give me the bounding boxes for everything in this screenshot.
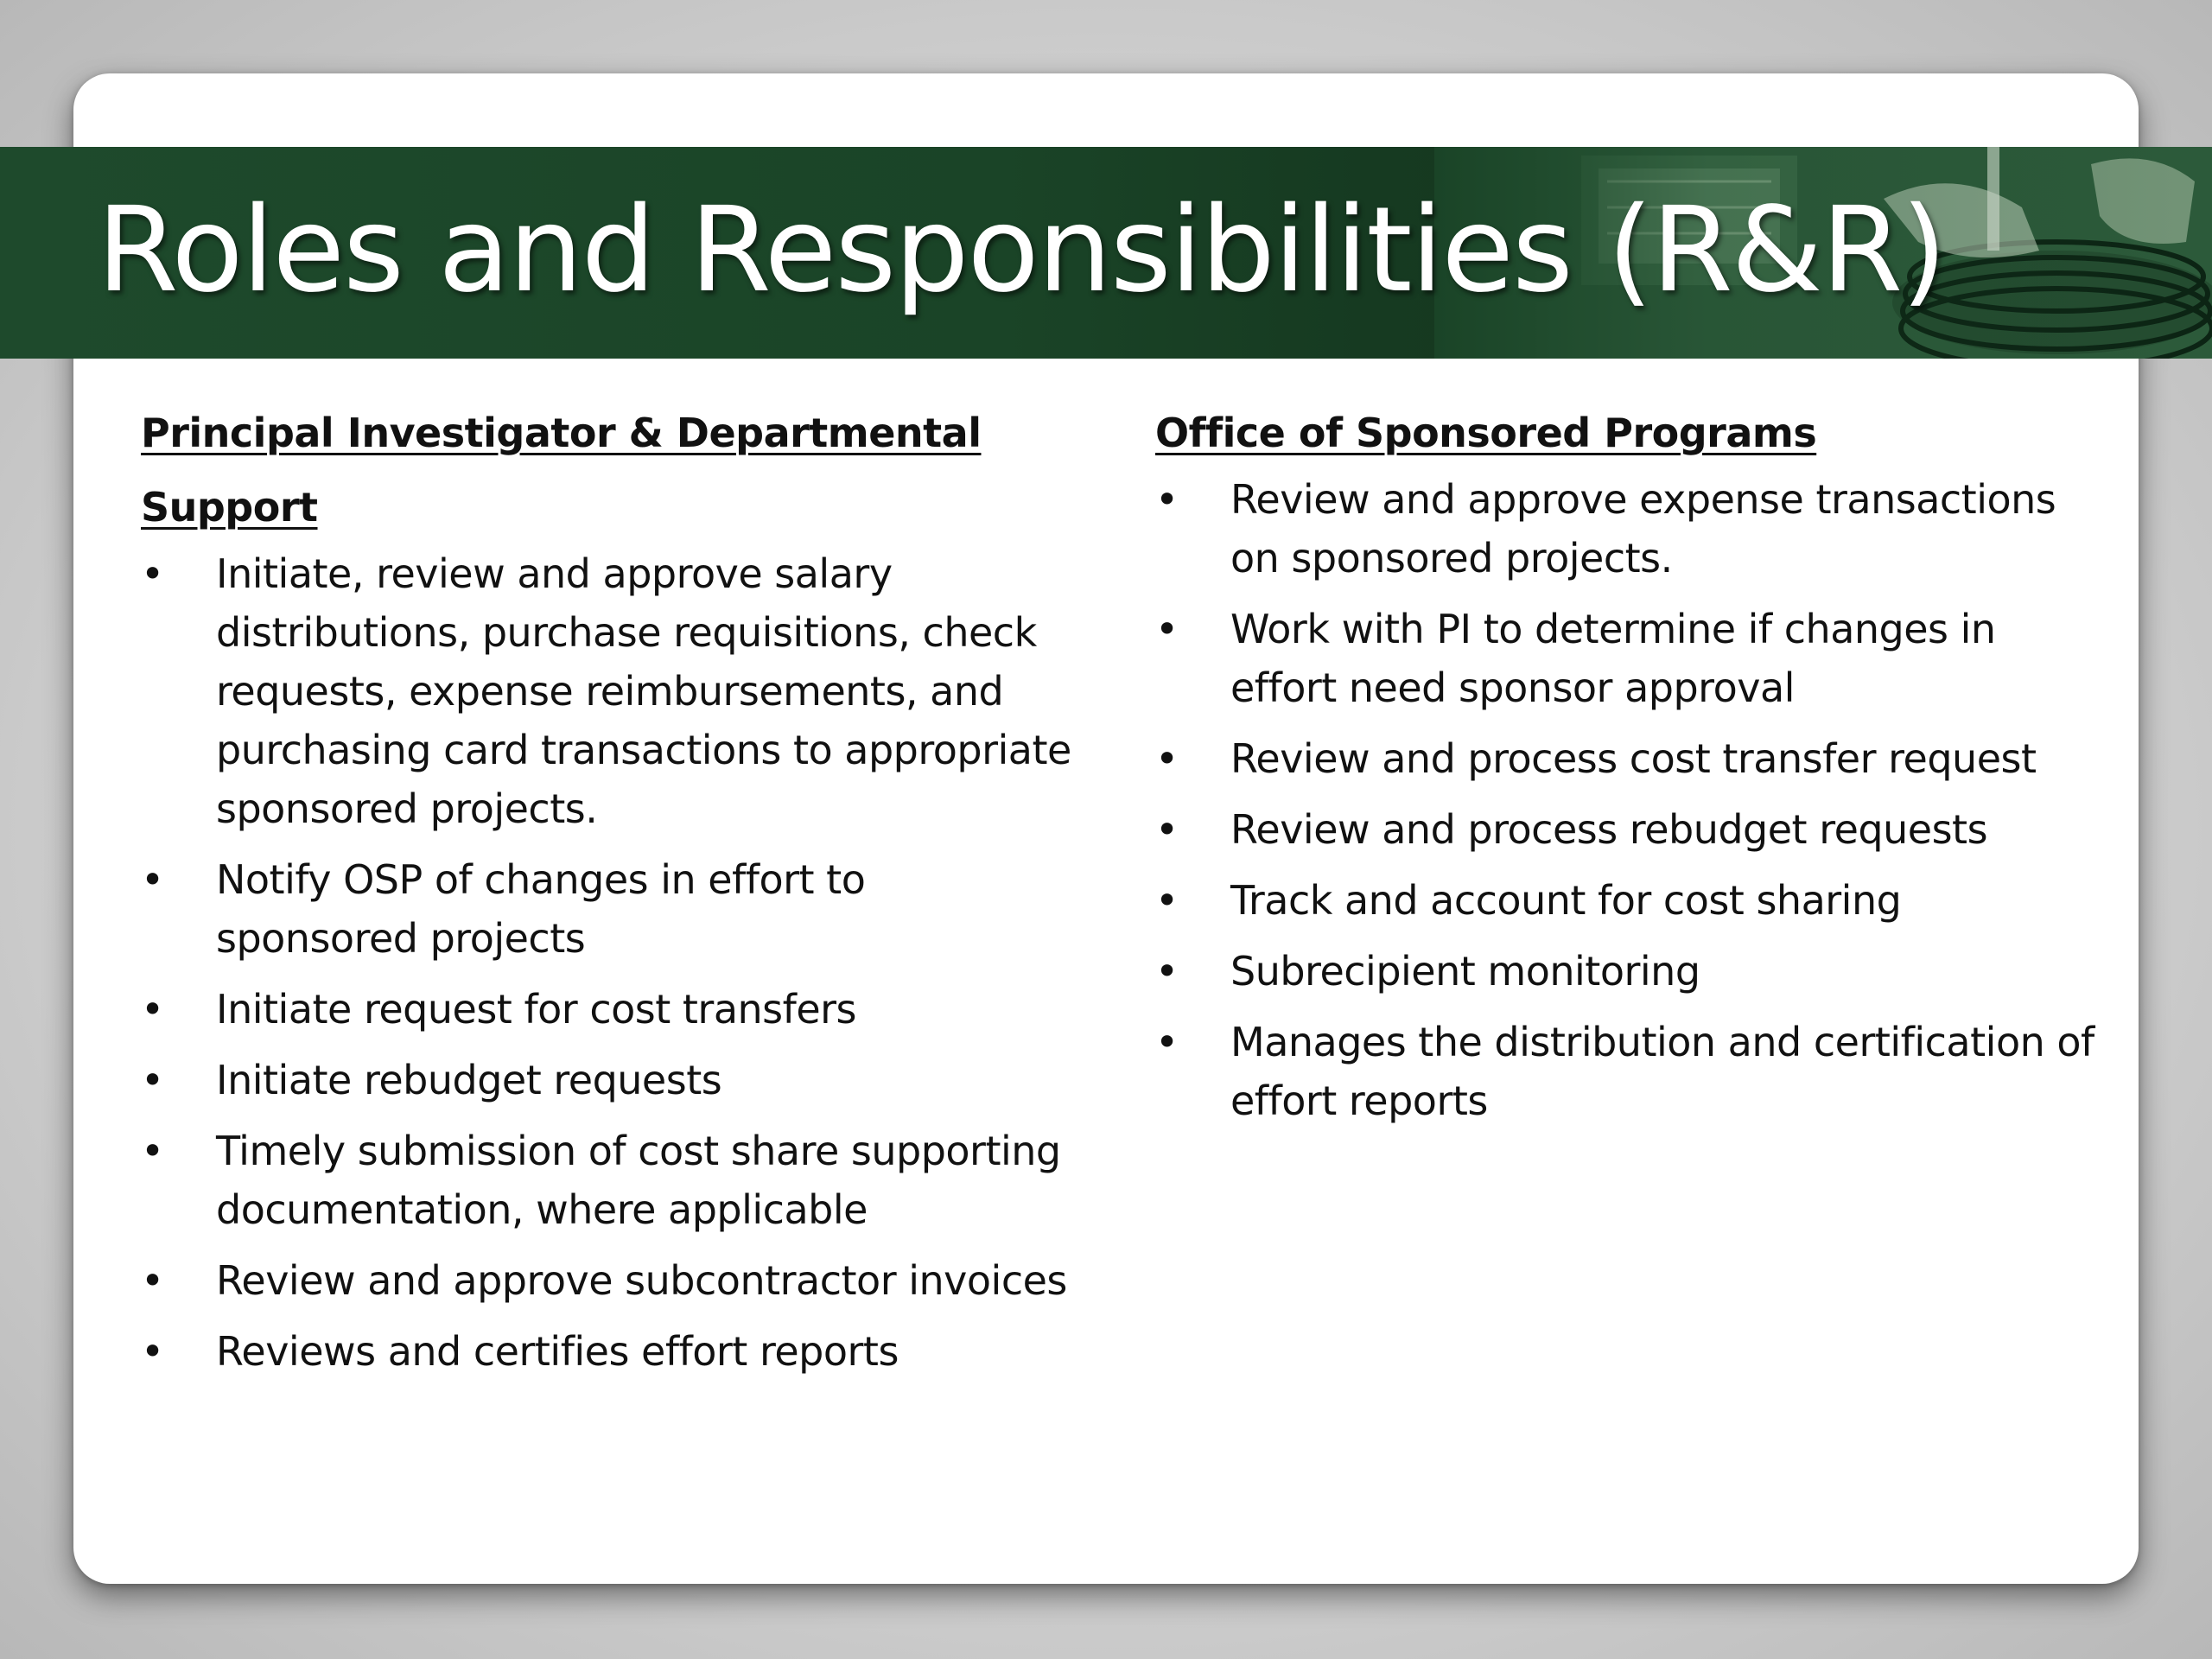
osp-responsibilities-list	[1155, 470, 2094, 1130]
list-item-text: Timely submission of cost share supporting documentation, where applicable	[216, 1128, 1061, 1233]
bullet-icon: •	[141, 550, 164, 597]
pi-departmental-heading: Principal Investigator & Departmental Support	[141, 410, 982, 531]
list-item	[1155, 1013, 2094, 1130]
list-item-text: Review and approve expense transactions on sponsored projects.	[1230, 476, 2056, 582]
bullet-icon: •	[1155, 735, 1179, 782]
list-item	[1155, 600, 2094, 717]
list-item-text: Reviews and certifies effort reports	[216, 1328, 899, 1375]
list-item	[1155, 729, 2094, 788]
list-item	[141, 1051, 1071, 1109]
list-item	[141, 980, 1071, 1039]
list-item-text: Review and approve subcontractor invoices	[216, 1257, 1067, 1304]
bullet-icon: •	[1155, 806, 1179, 853]
bullet-icon: •	[141, 856, 164, 903]
list-item-text: Notify OSP of changes in effort to sponsored projects	[216, 856, 866, 962]
bullet-icon: •	[1155, 877, 1179, 924]
list-item-text: Review and process cost transfer request	[1230, 735, 2037, 782]
list-item	[141, 544, 1071, 838]
slide-title: Roles and Responsibilities (R&R)	[97, 182, 1946, 319]
bullet-icon: •	[1155, 948, 1179, 995]
pi-responsibilities-list	[141, 544, 1071, 1381]
bullet-icon: •	[1155, 476, 1179, 523]
pi-departmental-column	[141, 396, 1071, 1393]
bullet-icon: •	[1155, 606, 1179, 652]
list-item-text: Review and process rebudget requests	[1230, 806, 1988, 853]
list-item-text: Work with PI to determine if changes in effort need sponsor approval	[1230, 606, 1996, 711]
list-item-text: Subrecipient monitoring	[1230, 948, 1700, 995]
list-item	[1155, 871, 2094, 930]
list-item-text: Initiate, review and approve salary distributions, purchase requisitions, check requests, expense reimbursements, and purchasing card transactions to appropriate sponsored projects.	[216, 550, 1071, 832]
bullet-icon: •	[141, 1057, 164, 1103]
list-item-text: Track and account for cost sharing	[1230, 877, 1902, 924]
osp-column	[1155, 396, 2094, 1142]
bullet-icon: •	[141, 1328, 164, 1375]
list-item	[1155, 942, 2094, 1001]
list-item	[1155, 800, 2094, 859]
list-item	[1155, 470, 2094, 588]
bullet-icon: •	[141, 1128, 164, 1174]
bullet-icon: •	[1155, 1019, 1179, 1065]
osp-heading: Office of Sponsored Programs	[1155, 410, 1817, 456]
list-item	[141, 1322, 1071, 1381]
list-item	[141, 850, 1071, 968]
list-item-text: Initiate rebudget requests	[216, 1057, 722, 1103]
bullet-icon: •	[141, 986, 164, 1033]
bullet-icon: •	[141, 1257, 164, 1304]
list-item-text: Manages the distribution and certification of effort reports	[1230, 1019, 2094, 1124]
list-item-text: Initiate request for cost transfers	[216, 986, 857, 1033]
list-item	[141, 1251, 1071, 1310]
list-item	[141, 1122, 1071, 1239]
